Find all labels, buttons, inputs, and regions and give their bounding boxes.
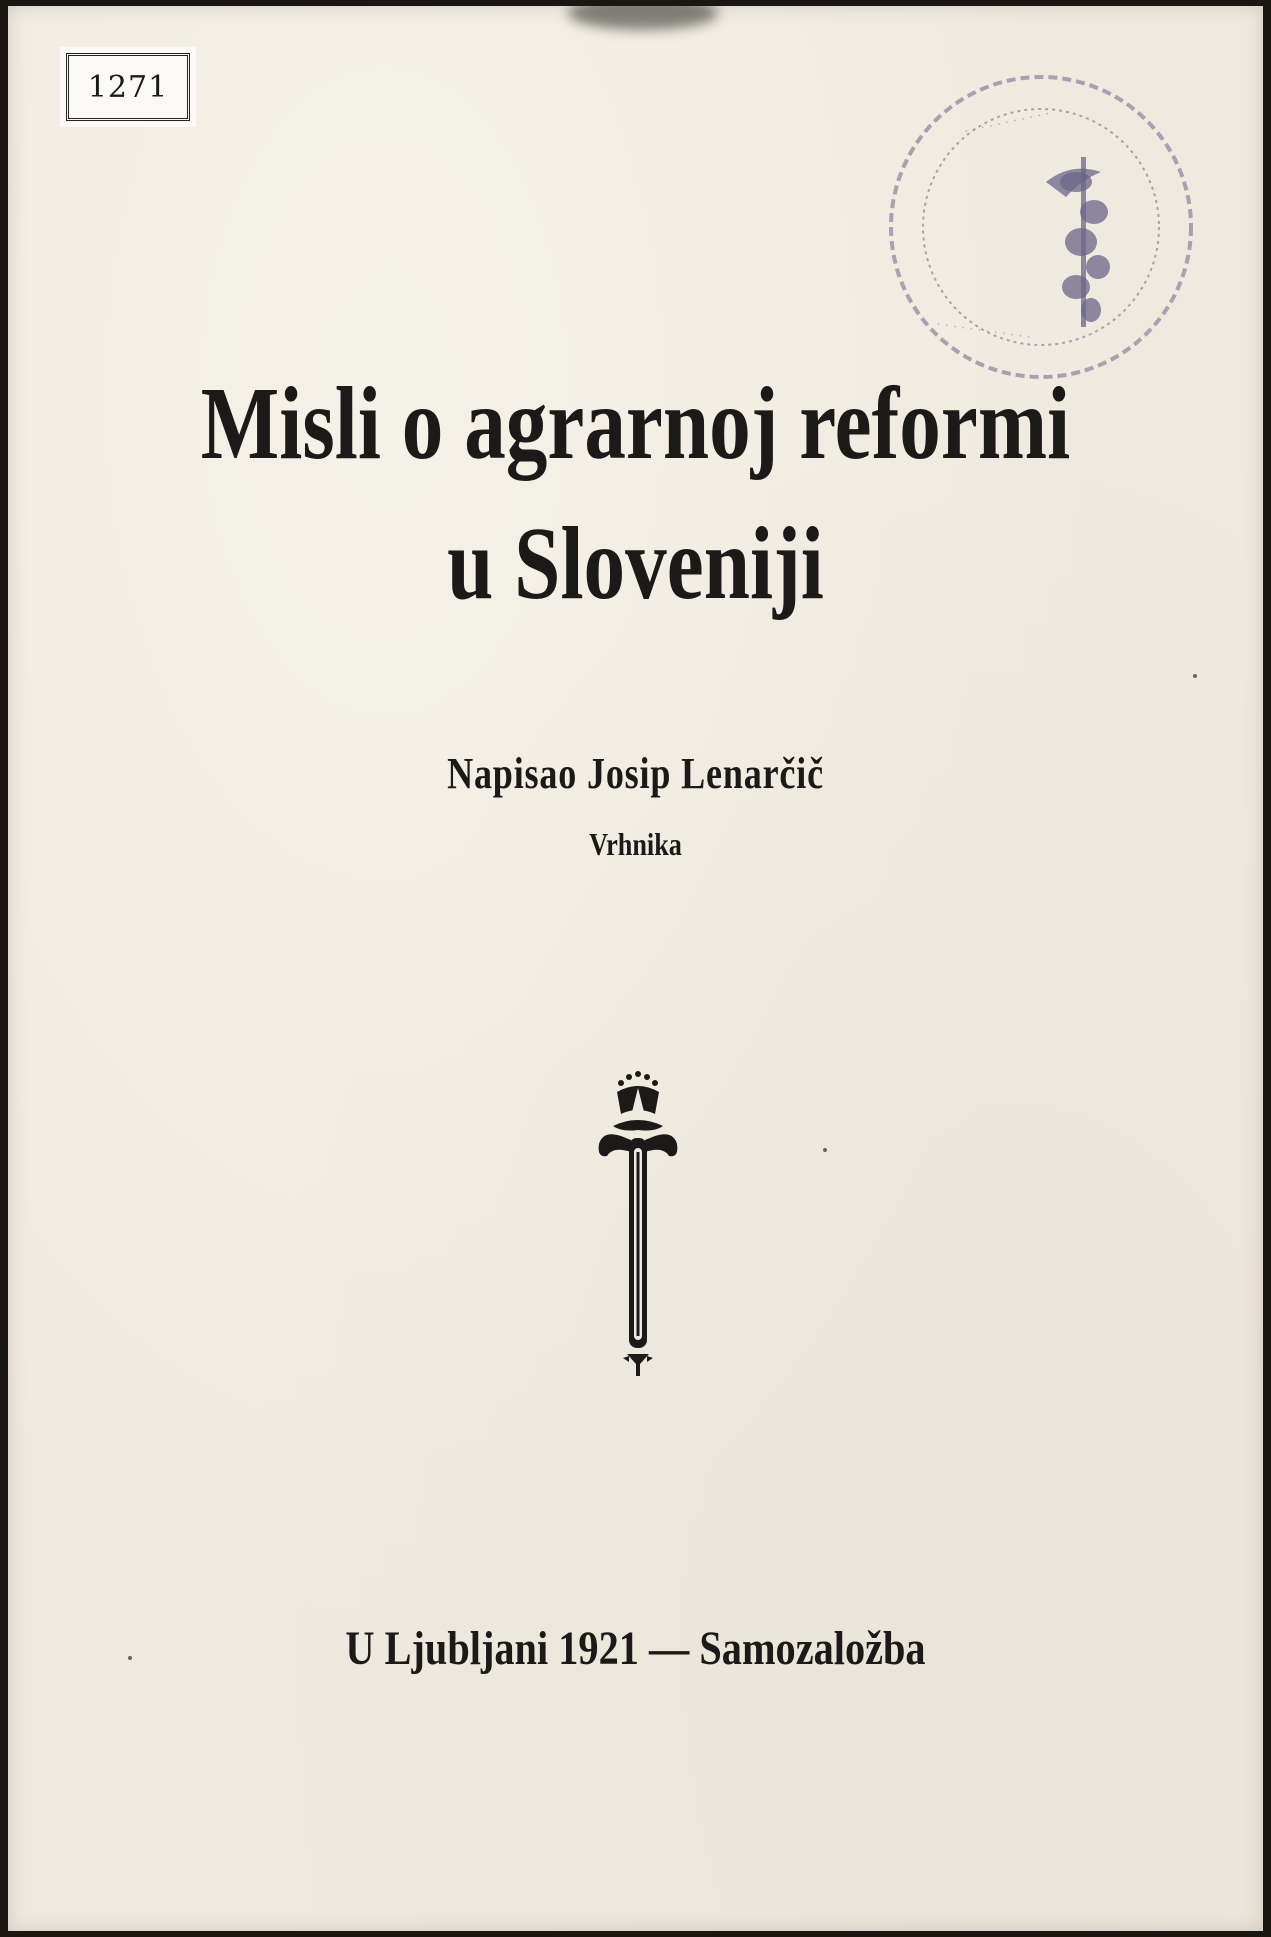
author-line: Napisao Josip Lenarčič — [447, 749, 824, 798]
author-place: Vrhnika — [589, 826, 682, 862]
cover-title-line-1: Misli o agrarnoj reformi — [200, 366, 1071, 481]
paper-speck — [823, 1148, 827, 1152]
book-cover — [8, 6, 1263, 1931]
dagger-ornament-icon — [593, 1066, 683, 1376]
library-label — [60, 47, 196, 127]
paper-speck — [1193, 674, 1197, 678]
library-label-number: 1271 — [66, 53, 190, 121]
svg-text:· · · · · · · · · · ·: · · · · · · · · · · · — [963, 106, 1052, 140]
imprint-line: U Ljubljani 1921 — Samozaložba — [345, 1622, 926, 1675]
cover-title-line-2: u Sloveniji — [447, 506, 824, 621]
svg-text:· · · · · · · · · · · ·: · · · · · · · · · · · · — [935, 317, 1032, 346]
ink-smudge — [568, 6, 718, 30]
library-stamp-icon — [876, 62, 1206, 392]
paper-speck — [128, 1656, 132, 1660]
